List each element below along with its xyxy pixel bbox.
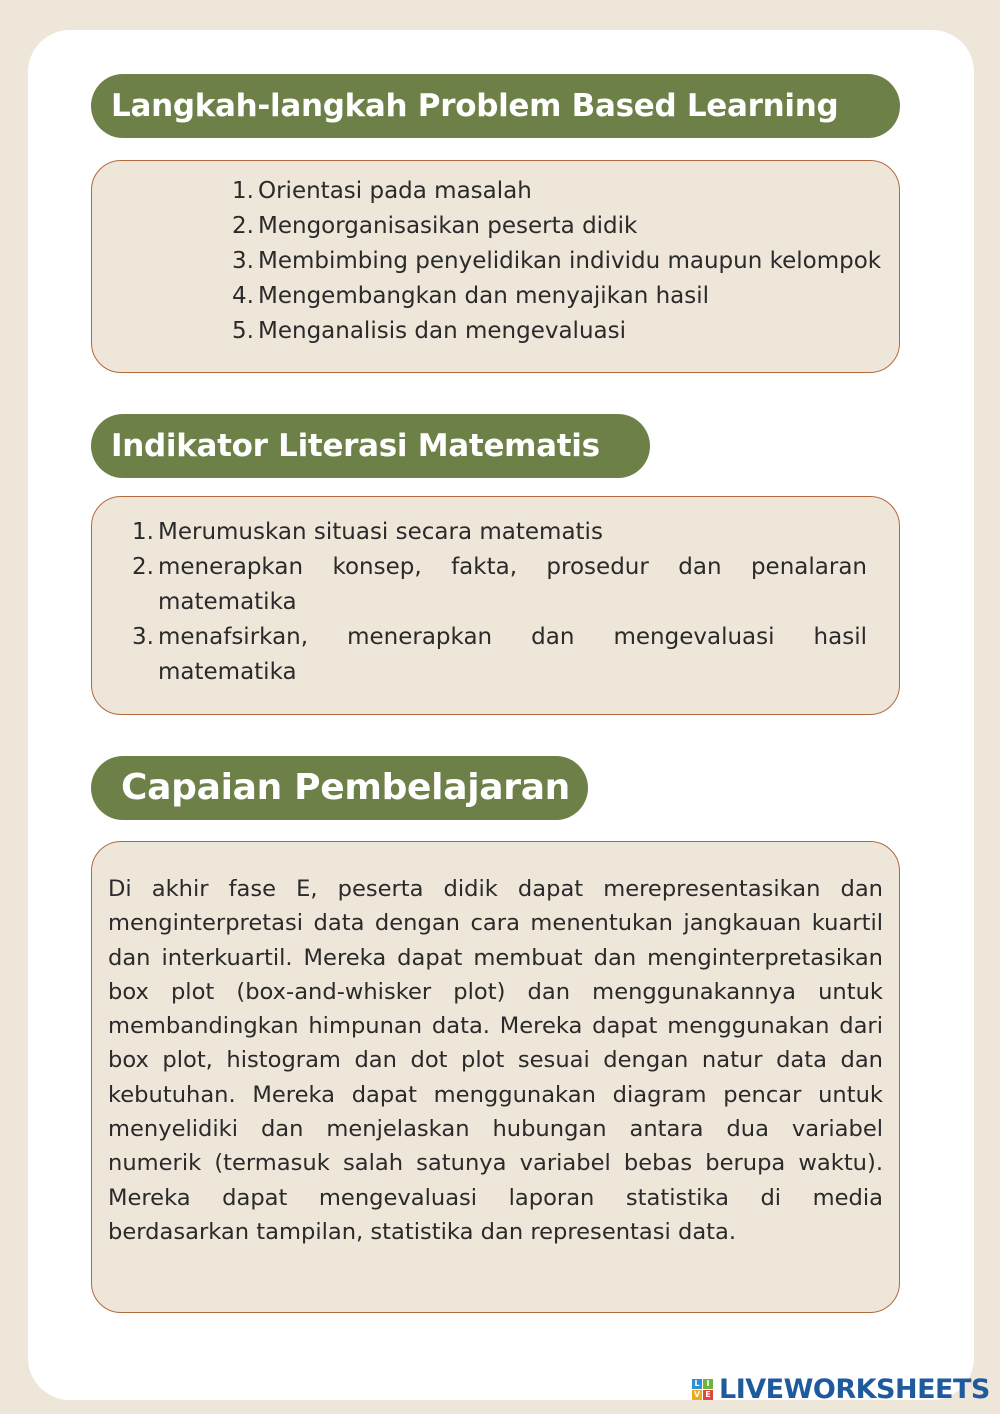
list-item <box>222 209 899 244</box>
list-item <box>122 550 867 620</box>
list-number: 2. <box>232 213 254 239</box>
liveworksheets-logo-icon <box>692 1379 713 1400</box>
logo-letter: V <box>693 1389 701 1399</box>
list-number: 3. <box>232 248 254 274</box>
list-item <box>222 244 899 279</box>
list-item <box>222 314 899 349</box>
logo-letter: I <box>703 1379 713 1389</box>
list-text: Membimbing penyelidikan individu maupun kelompok <box>258 248 882 274</box>
list-number: 3. <box>132 624 154 650</box>
list-item <box>222 279 899 314</box>
list-item <box>122 620 867 690</box>
list-text: Mengorganisasikan peserta didik <box>258 213 638 239</box>
capaian-box <box>91 841 900 1313</box>
list-number: 4. <box>232 283 254 309</box>
section-heading-pbl: Langkah-langkah Problem Based Learning <box>91 74 900 138</box>
liveworksheets-logo[interactable] <box>692 1374 990 1404</box>
list-text: Orientasi pada masalah <box>258 178 532 204</box>
literasi-indicators-list <box>92 497 899 690</box>
capaian-paragraph: Di akhir fase E, peserta didik dapat merepresentasikan dan menginterpretasi data dengan cara menentukan jangkauan kuartil dan interkuartil. Mereka dapat membuat dan menginterpretasikan box plot (box-and-whisker plot) dan menggunakannya untuk membandingkan himpunan data. Mereka dapat menggunakan dari box plot, histogram dan dot plot sesuai dengan natur data dan kebutuhan. Mereka dapat menggunakan diagram pencar untuk menyelidiki dan menjelaskan hubungan antara dua variabel numerik (termasuk salah satunya variabel bebas berupa waktu). Mereka dapat mengevaluasi laporan statistika di media berdasarkan tampilan, statistika dan representasi data. <box>108 876 883 1245</box>
section-heading-literasi: Indikator Literasi Matematis <box>91 414 650 478</box>
pbl-steps-list <box>92 161 899 349</box>
list-text: Menganalisis dan mengevaluasi <box>258 318 626 344</box>
list-text: menerapkan konsep, fakta, prosedur dan penalaran matematika <box>158 554 867 615</box>
list-item <box>222 174 899 209</box>
list-number: 2. <box>132 554 154 580</box>
section-heading-capaian: Capaian Pembelajaran <box>91 756 588 820</box>
list-text: menafsirkan, menerapkan dan mengevaluasi hasil matematika <box>158 624 867 685</box>
brand-name: LIVEWORKSHEETS <box>719 1373 990 1405</box>
list-number: 1. <box>132 519 154 545</box>
list-item <box>122 515 867 550</box>
list-text: Merumuskan situasi secara matematis <box>158 519 603 545</box>
logo-letter: L <box>692 1379 702 1389</box>
pbl-steps-box <box>91 160 900 373</box>
list-number: 5. <box>232 318 254 344</box>
list-text: Mengembangkan dan menyajikan hasil <box>258 283 710 309</box>
logo-letter: E <box>703 1390 713 1400</box>
list-number: 1. <box>232 178 254 204</box>
literasi-indicators-box <box>91 496 900 715</box>
